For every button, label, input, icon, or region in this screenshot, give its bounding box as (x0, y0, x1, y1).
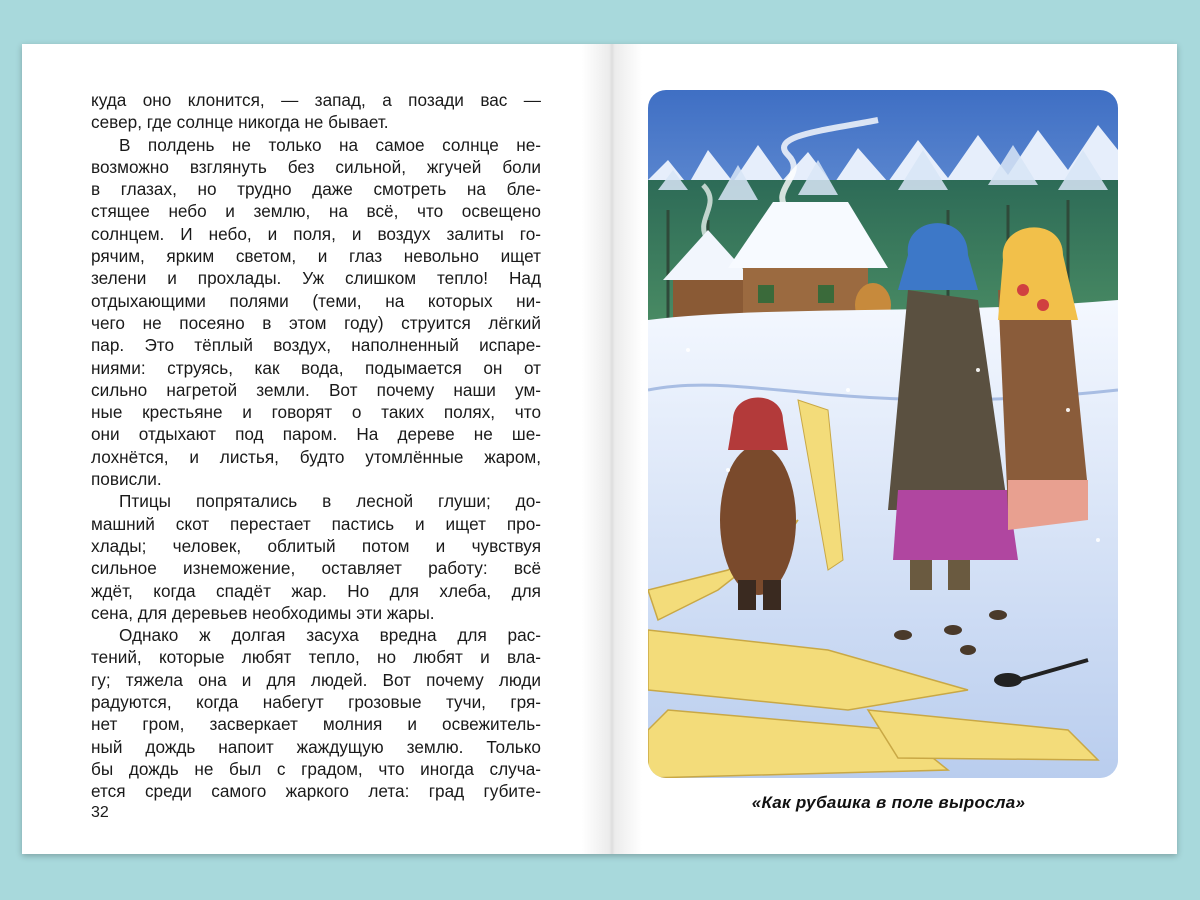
text-line: лохнётся, и листья, будто утомлённые жаром, (91, 446, 541, 467)
text-line: север, где солнце никогда не бывает. (91, 112, 389, 133)
text-line: сильное изнеможение, оставляет работу: всё (91, 558, 541, 579)
text-line: Однако ж долгая засуха вредна для рас- (119, 625, 541, 646)
text-line: возможно взглянуть без сильной, жгучей боли (91, 156, 541, 177)
text-line: повисли. (91, 469, 162, 490)
text-line: нет гром, засверкает молния и освежитель- (91, 714, 541, 735)
left-page (22, 44, 600, 854)
text-line: солнцем. И небо, и поля, и воздух залиты го- (91, 223, 541, 244)
page-number: 32 (91, 804, 109, 821)
text-line: ется среди самого жаркого лета: град губите- (91, 781, 541, 802)
text-line: хлады; человек, облитый потом и чувствуя (91, 535, 541, 556)
text-line: отдыхающими полями (теми, на которых ни- (91, 290, 541, 311)
text-line: машний скот перестает пастись и ищет про- (91, 513, 541, 534)
text-line: зелени и прохлады. Уж слишком тепло! Над (91, 268, 541, 289)
illustration-art (648, 90, 1118, 778)
text-line: чего не посеяно в этом году) струится лёгкий (91, 312, 541, 333)
body-text (91, 89, 541, 803)
book-spread (22, 44, 1177, 854)
text-line: стящее небо и землю, на всё, что освещено (91, 201, 541, 222)
text-line: ниями: струясь, как вода, подымается он от (91, 357, 541, 378)
text-line: в глазах, но трудно даже смотреть на бле- (91, 179, 541, 200)
text-line: они отдыхают под паром. На дереве не ше- (91, 424, 541, 445)
winter-village-illustration (648, 90, 1118, 778)
text-line: ждёт, когда спадёт жар. Но для хлеба, для (91, 580, 541, 601)
text-line: пар. Это тёплый воздух, наполненный испаре- (91, 335, 541, 356)
text-line: сильно нагретой земли. Вот почему наши ум- (91, 379, 541, 400)
text-line: радуются, когда набегут грозовые тучи, гря- (91, 692, 541, 713)
text-line: Птицы попрятались в лесной глуши; до- (119, 491, 541, 512)
text-line: рячим, ярким светом, и глаз невольно ищет (91, 246, 541, 267)
text-line: куда оно клонится, — запад, а позади вас — (91, 90, 541, 110)
text-line: гу; тяжела она и для людей. Вот почему люди (91, 669, 541, 690)
text-line: В полдень не только на самое солнце не- (119, 134, 541, 155)
text-line: тений, которые любят тепло, но любят и вла- (91, 647, 541, 668)
text-line: ные крестьяне и говорят о таких полях, что (91, 402, 541, 423)
right-page (600, 44, 1177, 854)
text-line: бы дождь не был с градом, что иногда случа- (91, 758, 541, 779)
text-line: ный дождь напоит жаждущую землю. Только (91, 736, 541, 757)
text-line: сена, для деревьев необходимы эти жары. (91, 602, 435, 623)
illustration-caption: «Как рубашка в поле выросла» (751, 793, 1026, 812)
